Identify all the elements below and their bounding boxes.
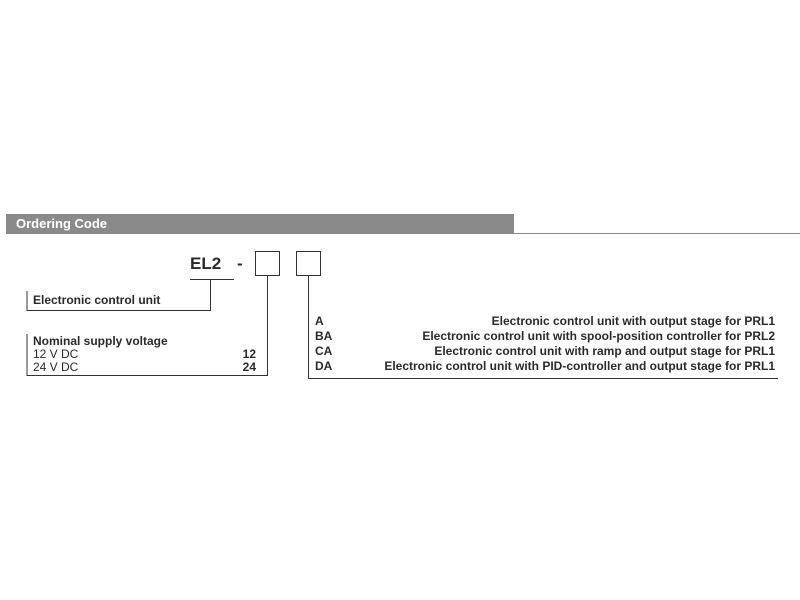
voltage-option-label: 24 V DC (33, 360, 79, 374)
section-title: Ordering Code (16, 216, 108, 231)
code-separator: - (237, 254, 243, 273)
variant-description: Electronic control unit with ramp and output stage for PRL1 (434, 344, 775, 358)
voltage-option-code: 12 (242, 347, 256, 361)
code-prefix: EL2 (190, 254, 222, 273)
variant-description: Electronic control unit with PID-controller and output stage for PRL1 (384, 359, 775, 373)
variant-description: Electronic control unit with output stage for PRL1 (491, 314, 775, 328)
voltage-option-code: 24 (242, 360, 256, 374)
variant-code: CA (315, 344, 333, 358)
voltage-heading: Nominal supply voltage (33, 334, 168, 348)
variant-code: DA (315, 359, 333, 373)
control-unit-label: Electronic control unit (33, 293, 161, 307)
variant-description: Electronic control unit with spool-position controller for PRL2 (422, 329, 775, 343)
variant-code: BA (315, 329, 333, 343)
voltage-option-label: 12 V DC (33, 347, 79, 361)
variant-code: A (315, 314, 324, 328)
